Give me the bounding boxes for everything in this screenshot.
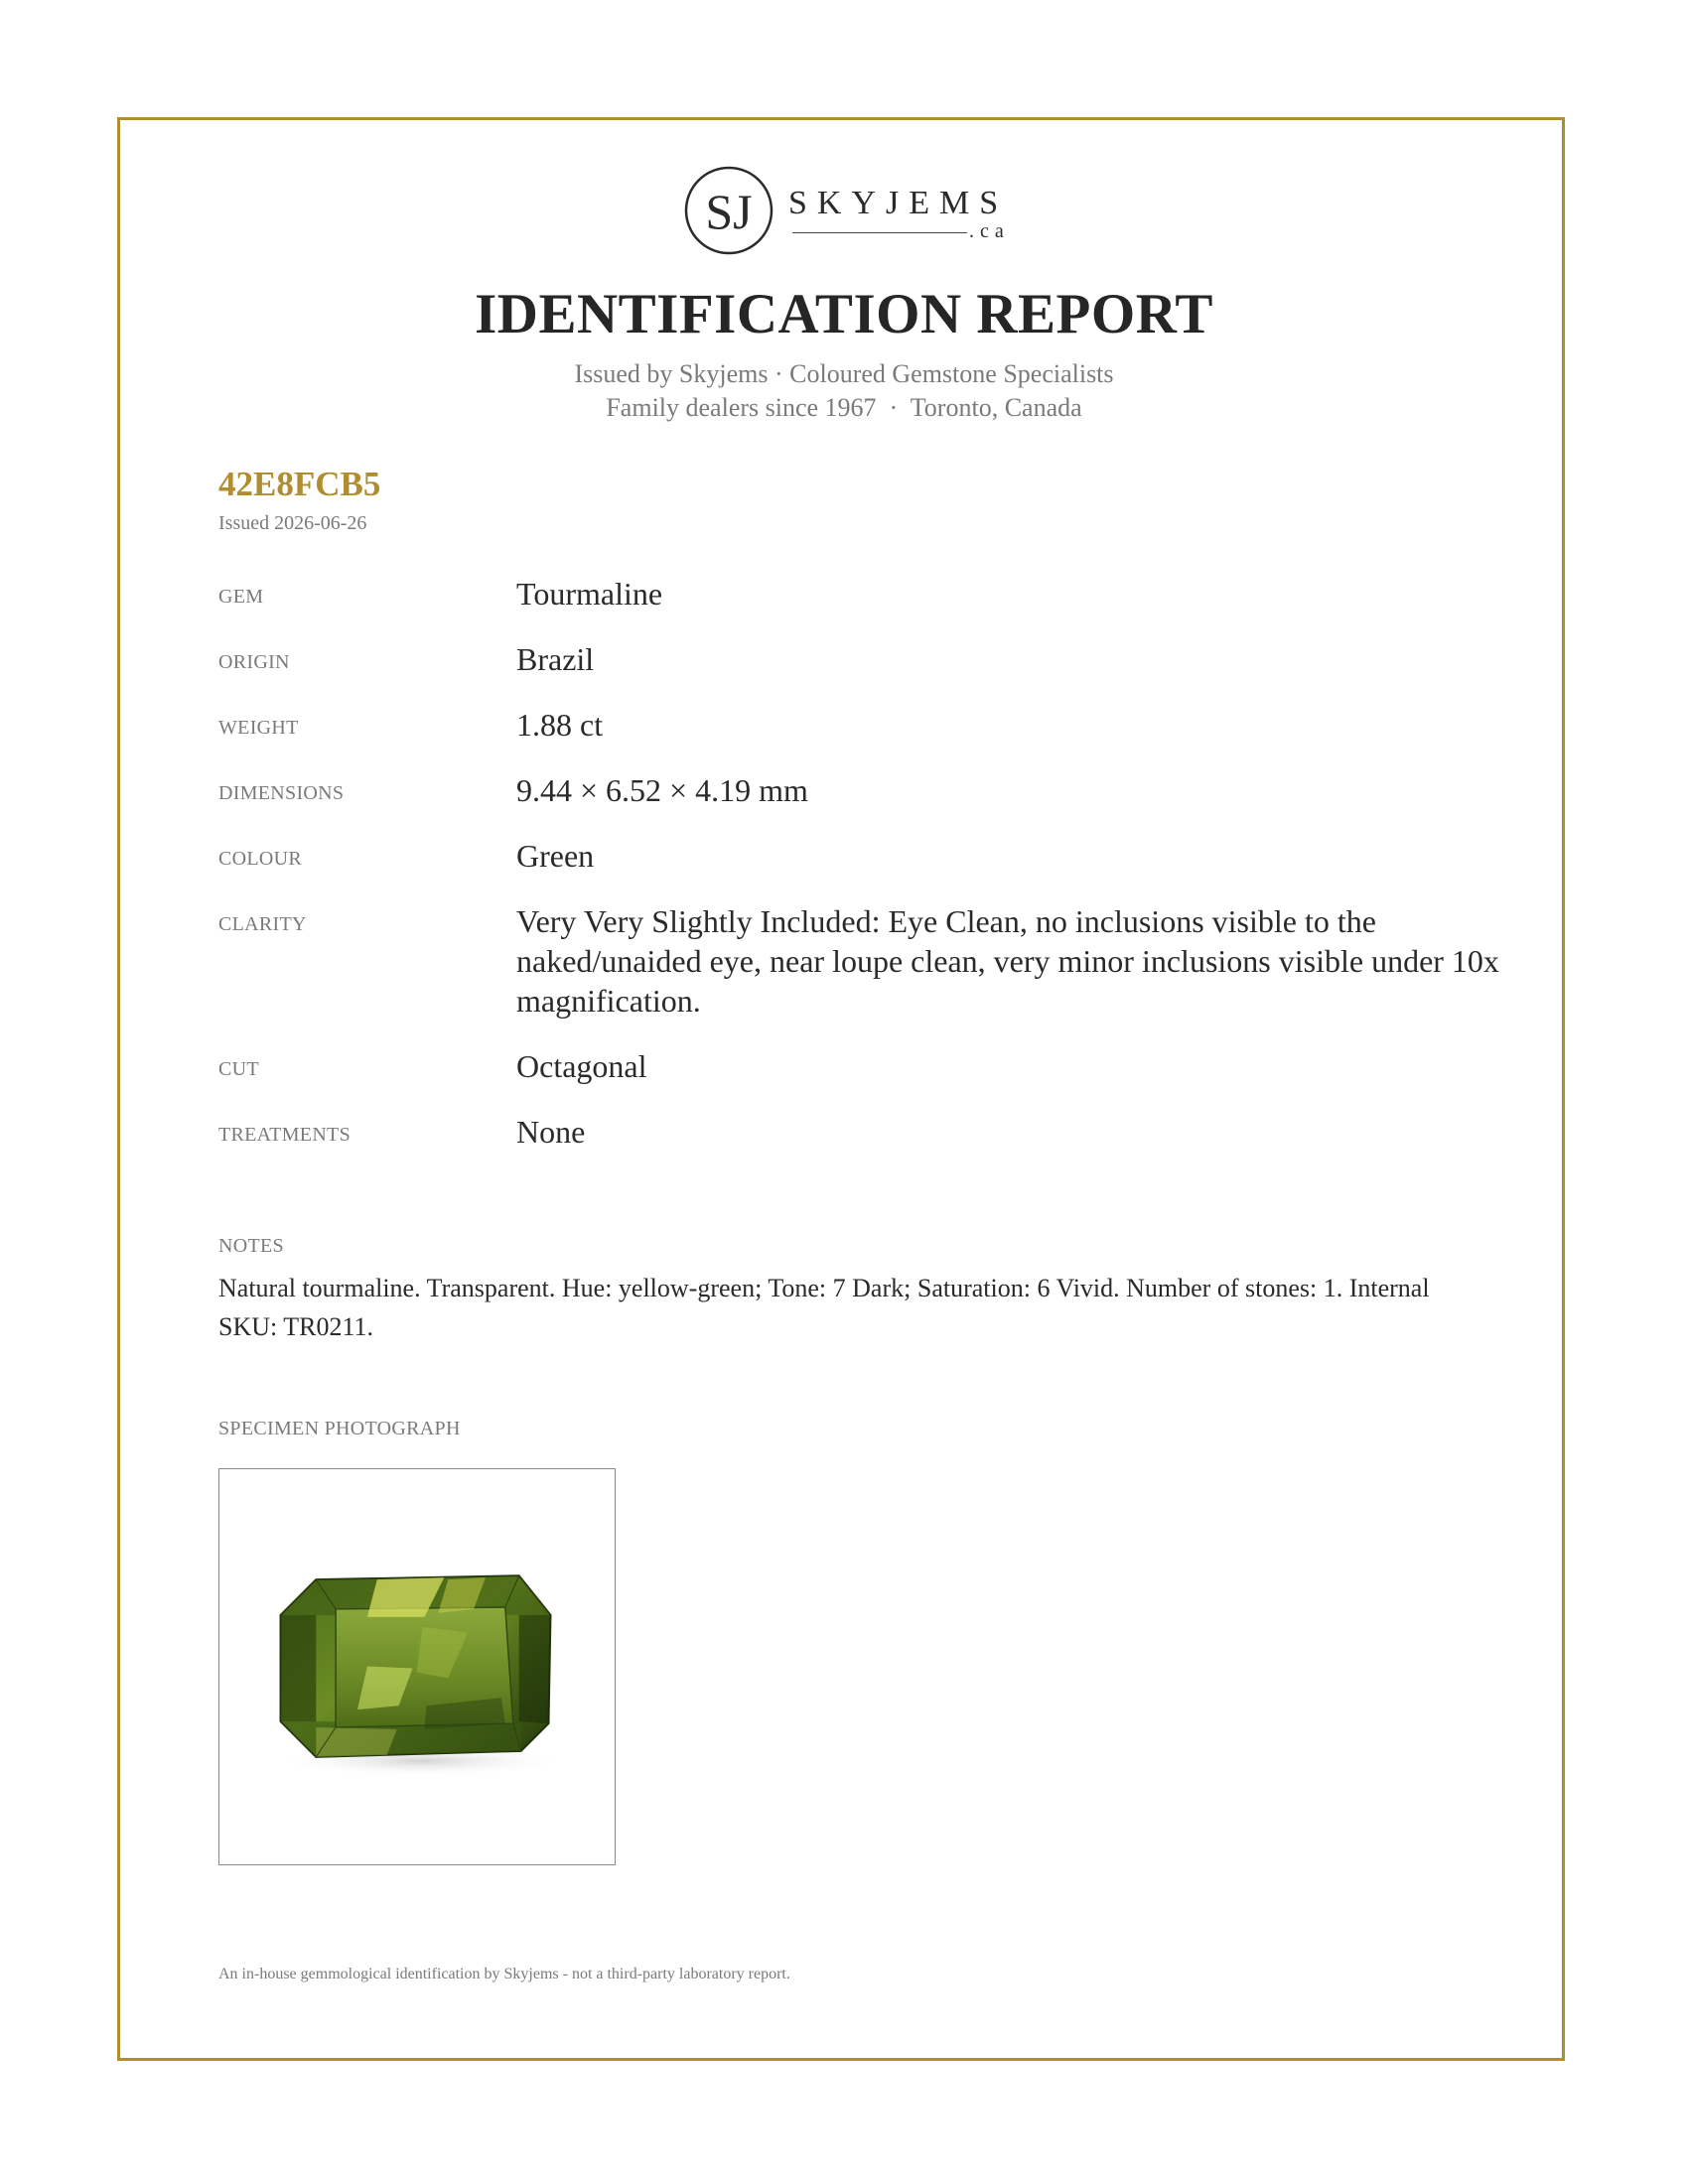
issued-date: Issued 2026-06-26 <box>218 512 367 534</box>
report-id: 42E8FCB5 <box>218 465 381 503</box>
logo-rule <box>792 232 967 233</box>
specimen-photo-label: SPECIMEN PHOTOGRAPH <box>218 1418 461 1439</box>
field-value: None <box>516 1114 586 1150</box>
field-row-treatments <box>218 1112 1509 1152</box>
field-label: DIMENSIONS <box>218 782 345 804</box>
field-label: WEIGHT <box>218 717 299 739</box>
field-value: Tourmaline <box>516 576 663 612</box>
field-value: 9.44 × 6.52 × 4.19 mm <box>516 772 808 808</box>
report-title: IDENTIFICATION REPORT <box>475 283 1213 345</box>
field-value: Very Very Slightly Included: Eye Clean, no inclusions visible to the naked/unaided eye, near loupe clean, very minor inclusions visible under 10x magnification. <box>516 903 1499 1019</box>
issuer-line: Issued by Skyjems · Coloured Gemstone Specialists <box>574 359 1114 388</box>
field-value: Brazil <box>516 641 595 677</box>
field-row-weight <box>218 705 1509 745</box>
field-row-gem <box>218 574 1509 614</box>
field-value: Green <box>516 838 595 874</box>
field-label: GEM <box>218 586 264 608</box>
skyjems-logo <box>683 163 1011 262</box>
logo-tld: .ca <box>969 220 1010 242</box>
field-label: COLOUR <box>218 848 303 870</box>
notes-text: Natural tourmaline. Transparent. Hue: yellow-green; Tone: 7 Dark; Saturation: 6 Vivid. Number of stones: 1. Internal SKU: TR0211. <box>218 1274 1430 1341</box>
field-row-dimensions <box>218 770 1509 810</box>
field-row-colour <box>218 836 1509 876</box>
sj-monogram-icon <box>683 165 774 256</box>
field-label: CLARITY <box>218 913 307 935</box>
notes-label: NOTES <box>218 1235 284 1257</box>
field-row-clarity <box>218 901 1509 1021</box>
specimen-photo <box>218 1468 616 1865</box>
field-row-origin <box>218 639 1509 679</box>
field-value: Octagonal <box>516 1048 647 1084</box>
disclaimer-note: An in-house gemmological identification by Skyjems - not a third-party laboratory report. <box>218 1966 790 1982</box>
dealer-line: Family dealers since 1967 · Toronto, Canada <box>606 393 1082 422</box>
specification-fields <box>218 574 1509 1177</box>
field-row-cut <box>218 1046 1509 1086</box>
logo-wordmark: SKYJEMS <box>788 185 1009 221</box>
logo-monogram: SJ <box>705 184 753 239</box>
field-label: TREATMENTS <box>218 1124 351 1146</box>
field-label: ORIGIN <box>218 651 290 673</box>
field-value: 1.88 ct <box>516 707 604 743</box>
tourmaline-gem-image <box>219 1469 614 1863</box>
field-label: CUT <box>218 1058 259 1080</box>
